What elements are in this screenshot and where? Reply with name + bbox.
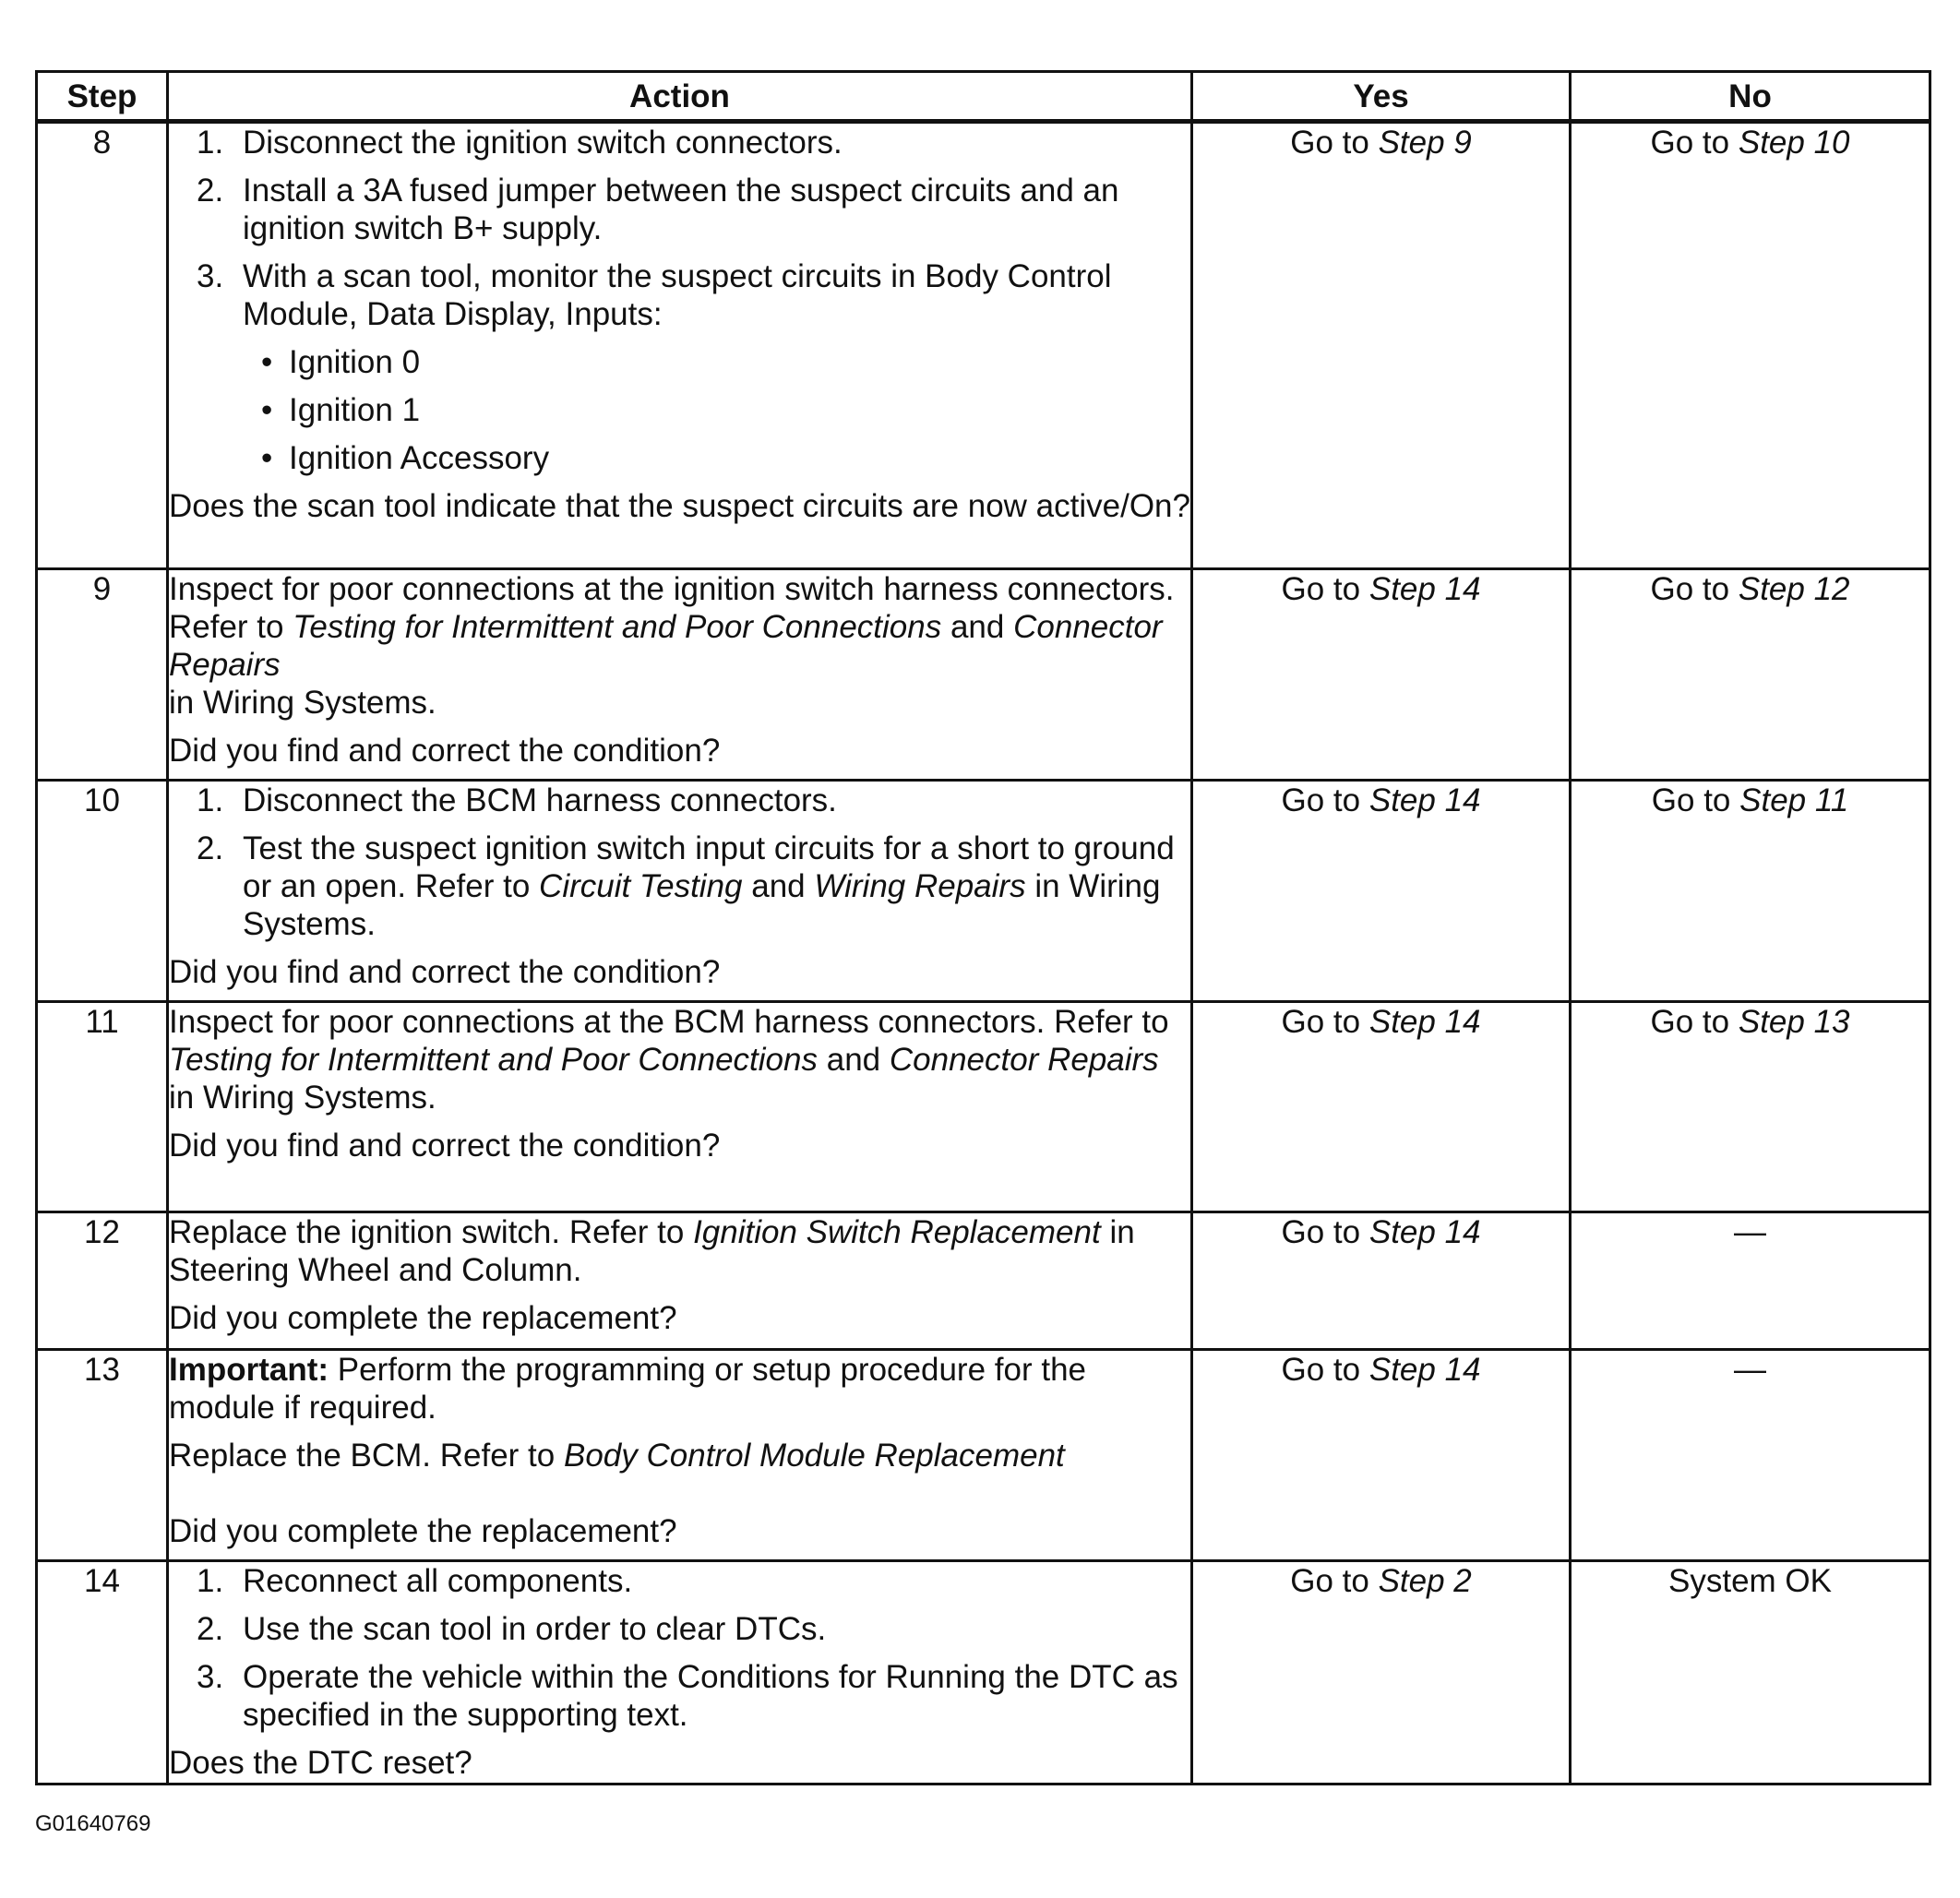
no-cell: Go to Step 12: [1571, 569, 1930, 781]
reference-link[interactable]: Connector Repairs: [889, 1042, 1159, 1078]
reference-link[interactable]: Testing for Intermittent and Poor Connections: [293, 609, 942, 645]
bullet-item: • Ignition Accessory: [261, 440, 550, 476]
question-text: Did you find and correct the condition?: [169, 1128, 721, 1164]
step-number: 13: [37, 1350, 168, 1561]
list-item: 2. Use the scan tool in order to clear DTCs.: [197, 1611, 827, 1647]
yes-cell: Go to Step 2: [1192, 1561, 1571, 1785]
step-number: 8: [37, 122, 168, 569]
table-row: [37, 1002, 1930, 1212]
bullet-item: • Ignition 1: [261, 392, 421, 428]
table-row: [37, 1561, 1930, 1785]
yes-cell: Go to Step 14: [1192, 569, 1571, 781]
table-row: [37, 569, 1930, 781]
no-cell: —: [1571, 1212, 1930, 1350]
reference-link[interactable]: Connector Repairs: [169, 609, 1163, 683]
yes-step-link[interactable]: Step 2: [1378, 1563, 1472, 1599]
yes-cell: Go to Step 14: [1192, 1002, 1571, 1212]
bullet-icon: •: [261, 392, 273, 428]
table-row: [37, 1212, 1930, 1350]
yes-step-link[interactable]: Step 14: [1368, 571, 1481, 607]
action-cell: Important: Perform the programming or setup procedure for the module if required. Replace the BCM. Refer to Body Control Module Replacement Did you complete the replacement?: [168, 1350, 1192, 1561]
no-cell: Go to Step 11: [1571, 781, 1930, 1002]
table-row: [37, 122, 1930, 569]
step-number: 9: [37, 569, 168, 781]
list-item: 2. Test the suspect ignition switch input circuits for a short to ground or an open. Refer to Circuit Testing and Wiring Repairs in Wiring Systems.: [197, 830, 1175, 942]
question-text: Did you complete the replacement?: [169, 1300, 677, 1336]
action-cell: [168, 1561, 1192, 1785]
reference-link[interactable]: Body Control Module Replacement: [563, 1438, 1065, 1474]
step-number: 11: [37, 1002, 168, 1212]
reference-link[interactable]: Wiring Repairs: [814, 868, 1026, 904]
list-item: 3. With a scan tool, monitor the suspect circuits in Body Control Module, Data Display, Inputs:: [197, 258, 1112, 332]
action-cell: Replace the ignition switch. Refer to Ignition Switch Replacement in Steering Wheel and Column. Did you complete the replacement?: [168, 1212, 1192, 1350]
diagnostic-table: [35, 70, 1931, 1785]
bullet-icon: •: [261, 344, 273, 380]
list-item: 1. Disconnect the ignition switch connectors.: [197, 125, 843, 161]
yes-cell: Go to Step 14: [1192, 781, 1571, 1002]
table-row: [37, 1350, 1930, 1561]
no-step-link[interactable]: Step 11: [1739, 782, 1849, 818]
header-no: No: [1571, 72, 1930, 122]
yes-step-link[interactable]: Step 14: [1368, 1352, 1481, 1388]
header-yes: Yes: [1192, 72, 1571, 122]
yes-step-link[interactable]: Step 14: [1368, 1004, 1481, 1040]
action-cell: [168, 122, 1192, 569]
yes-step-link[interactable]: Step 14: [1368, 782, 1481, 818]
no-cell: System OK: [1571, 1561, 1930, 1785]
reference-link[interactable]: Circuit Testing: [539, 868, 743, 904]
reference-link[interactable]: Ignition Switch Replacement: [693, 1214, 1101, 1250]
header-action: Action: [168, 72, 1192, 122]
question-text: Did you find and correct the condition?: [169, 954, 721, 990]
list-item: 2. Install a 3A fused jumper between the suspect circuits and an ignition switch B+ supply.: [197, 173, 1119, 246]
no-cell: Go to Step 10: [1571, 122, 1930, 569]
yes-step-link[interactable]: Step 9: [1378, 125, 1472, 161]
yes-cell: Go to Step 14: [1192, 1212, 1571, 1350]
reference-link[interactable]: Testing for Intermittent and Poor Connections: [169, 1042, 818, 1078]
header-row: [37, 72, 1930, 122]
list-item: 3. Operate the vehicle within the Conditions for Running the DTC as specified in the supporting text.: [197, 1659, 1178, 1733]
yes-cell: Go to Step 9: [1192, 122, 1571, 569]
question-text: Did you find and correct the condition?: [169, 733, 721, 769]
yes-step-link[interactable]: Step 14: [1368, 1214, 1481, 1250]
document-id: G01640769: [35, 1811, 151, 1836]
question-text: Does the scan tool indicate that the suspect circuits are now active/On?: [169, 488, 1190, 524]
no-cell: Go to Step 13: [1571, 1002, 1930, 1212]
list-item: 1. Reconnect all components.: [197, 1563, 633, 1599]
action-cell: Inspect for poor connections at the BCM harness connectors. Refer to Testing for Intermittent and Poor Connections and Connector Repairs in Wiring Systems. Did you find and correct the condition?: [168, 1002, 1192, 1212]
action-cell: Inspect for poor connections at the ignition switch harness connectors. Refer to Testing for Intermittent and Poor Connections and Connector Repairs in Wiring Systems. Did you find and correct the condition?: [168, 569, 1192, 781]
header-step: Step: [37, 72, 168, 122]
important-label: Important:: [169, 1352, 329, 1388]
important-note: Important: Perform the programming or setup procedure for the module if required.: [169, 1352, 1087, 1426]
question-text: Did you complete the replacement?: [169, 1513, 677, 1549]
no-step-link[interactable]: Step 10: [1738, 125, 1850, 161]
action-cell: [168, 781, 1192, 1002]
table-row: [37, 781, 1930, 1002]
bullet-icon: •: [261, 440, 273, 476]
step-number: 12: [37, 1212, 168, 1350]
yes-cell: Go to Step 14: [1192, 1350, 1571, 1561]
no-step-link[interactable]: Step 13: [1738, 1004, 1850, 1040]
no-cell: —: [1571, 1350, 1930, 1561]
step-number: 14: [37, 1561, 168, 1785]
no-step-link[interactable]: Step 12: [1738, 571, 1850, 607]
list-item: 1. Disconnect the BCM harness connectors.: [197, 782, 837, 818]
bullet-item: • Ignition 0: [261, 344, 421, 380]
question-text: Does the DTC reset?: [169, 1745, 472, 1781]
step-number: 10: [37, 781, 168, 1002]
